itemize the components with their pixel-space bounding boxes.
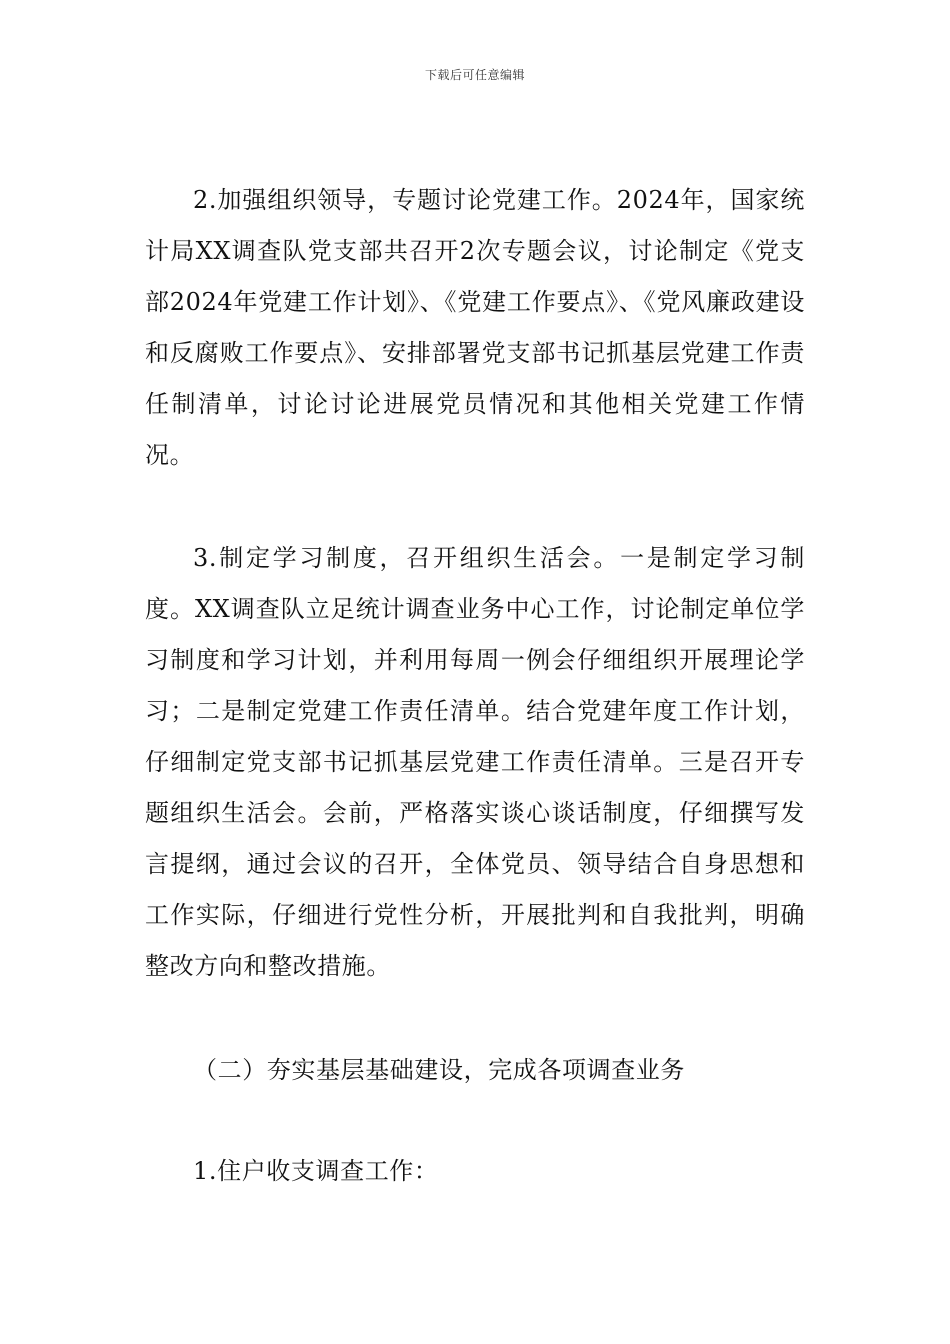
- subsection-heading: 1.住户收支调查工作：: [193, 1157, 439, 1185]
- paragraph-party-building-meetings: 2.加强组织领导，专题讨论党建工作。2024年，国家统计局XX调查队党支部共召开2次专题会议，讨论制定《党支部2024年党建工作计划》、《党建工作要点》、《党风廉政建设和反腐败工作要点》、安排部署党支部书记抓基层党建工作责任制清单，讨论讨论进展党员情况和其他相关党建工作情况。: [145, 186, 805, 469]
- paragraph-study-system: 3.制定学习制度，召开组织生活会。一是制定学习制度。XX调查队立足统计调查业务中心工作，讨论制定单位学习制度和学习计划，并利用每周一例会仔细组织开展理论学习；二是制定党建工作责任清单。结合党建年度工作计划，仔细制定党支部书记抓基层党建工作责任清单。三是召开专题组织生活会。会前，严格落实谈心谈话制度，仔细撰写发言提纲，通过会议的召开，全体党员、领导结合自身思想和工作实际，仔细进行党性分析，开展批判和自我批判，明确整改方向和整改措施。: [145, 544, 805, 980]
- header-note: 下载后可任意编辑: [424, 68, 525, 82]
- section-heading: （二）夯实基层基础建设，完成各项调查业务: [193, 1056, 685, 1084]
